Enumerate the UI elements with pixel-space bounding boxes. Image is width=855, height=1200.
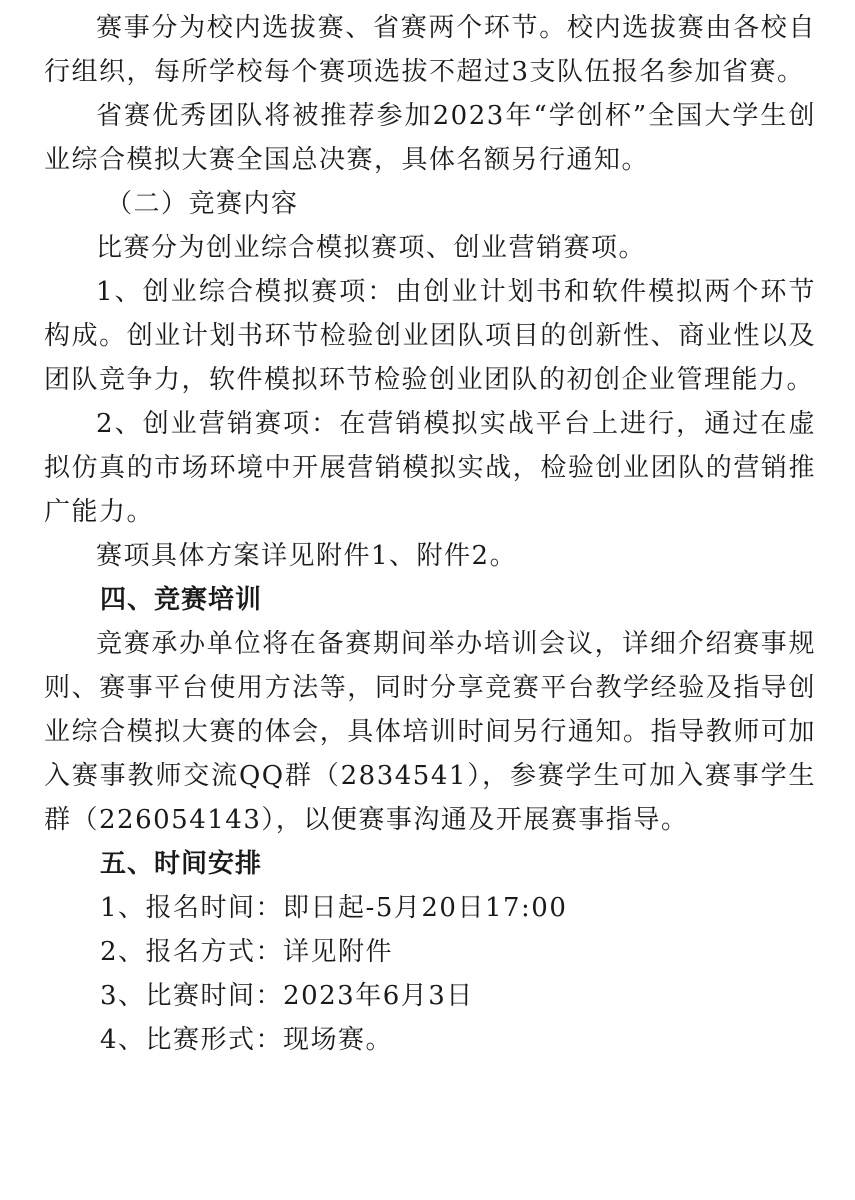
paragraph-marketing-track: 2、创业营销赛项：在营销模拟实战平台上进行，通过在虚拟仿真的市场环境中开展营销模拟实战，检验创业团队的营销推广能力。 <box>44 409 816 527</box>
schedule-item-registration-method: 2、报名方式：详见附件 <box>100 937 394 967</box>
schedule-item-registration-time: 1、报名时间：即日起-5月20日17:00 <box>100 893 568 923</box>
paragraph-training: 竞赛承办单位将在备赛期间举办培训会议，详细介绍赛事规则、赛事平台使用方法等，同时分享竞赛平台教学经验及指导创业综合模拟大赛的体会，具体培训时间另行通知。指导教师可加入赛事教师交流QQ群（2834541），参赛学生可加入赛事学生群（226054143），以便赛事沟通及开展赛事指导。 <box>44 629 816 835</box>
paragraph-simulation-track: 1、创业综合模拟赛项：由创业计划书和软件模拟两个环节构成。创业计划书环节检验创业团队项目的创新性、商业性以及团队竞争力，软件模拟环节检验创业团队的初创企业管理能力。 <box>44 277 816 395</box>
paragraph-attachments-note: 赛项具体方案详见附件1、附件2。 <box>96 541 518 571</box>
paragraph-national-finals: 省赛优秀团队将被推荐参加2023年“学创杯”全国大学生创业综合模拟大赛全国总决赛，具体名额另行通知。 <box>44 101 816 175</box>
paragraph-competition-stages: 赛事分为校内选拔赛、省赛两个环节。校内选拔赛由各校自行组织，每所学校每个赛项选拔不超过3支队伍报名参加省赛。 <box>44 13 816 87</box>
section-heading-schedule: 五、时间安排 <box>100 849 263 879</box>
subheading-competition-content: （二）竞赛内容 <box>106 189 299 219</box>
paragraph-content-intro: 比赛分为创业综合模拟赛项、创业营销赛项。 <box>96 233 647 263</box>
schedule-item-competition-format: 4、比赛形式：现场赛。 <box>100 1025 394 1055</box>
section-heading-training: 四、竞赛培训 <box>100 585 263 615</box>
schedule-item-competition-date: 3、比赛时间：2023年6月3日 <box>100 981 474 1011</box>
document-page <box>44 0 816 1062</box>
